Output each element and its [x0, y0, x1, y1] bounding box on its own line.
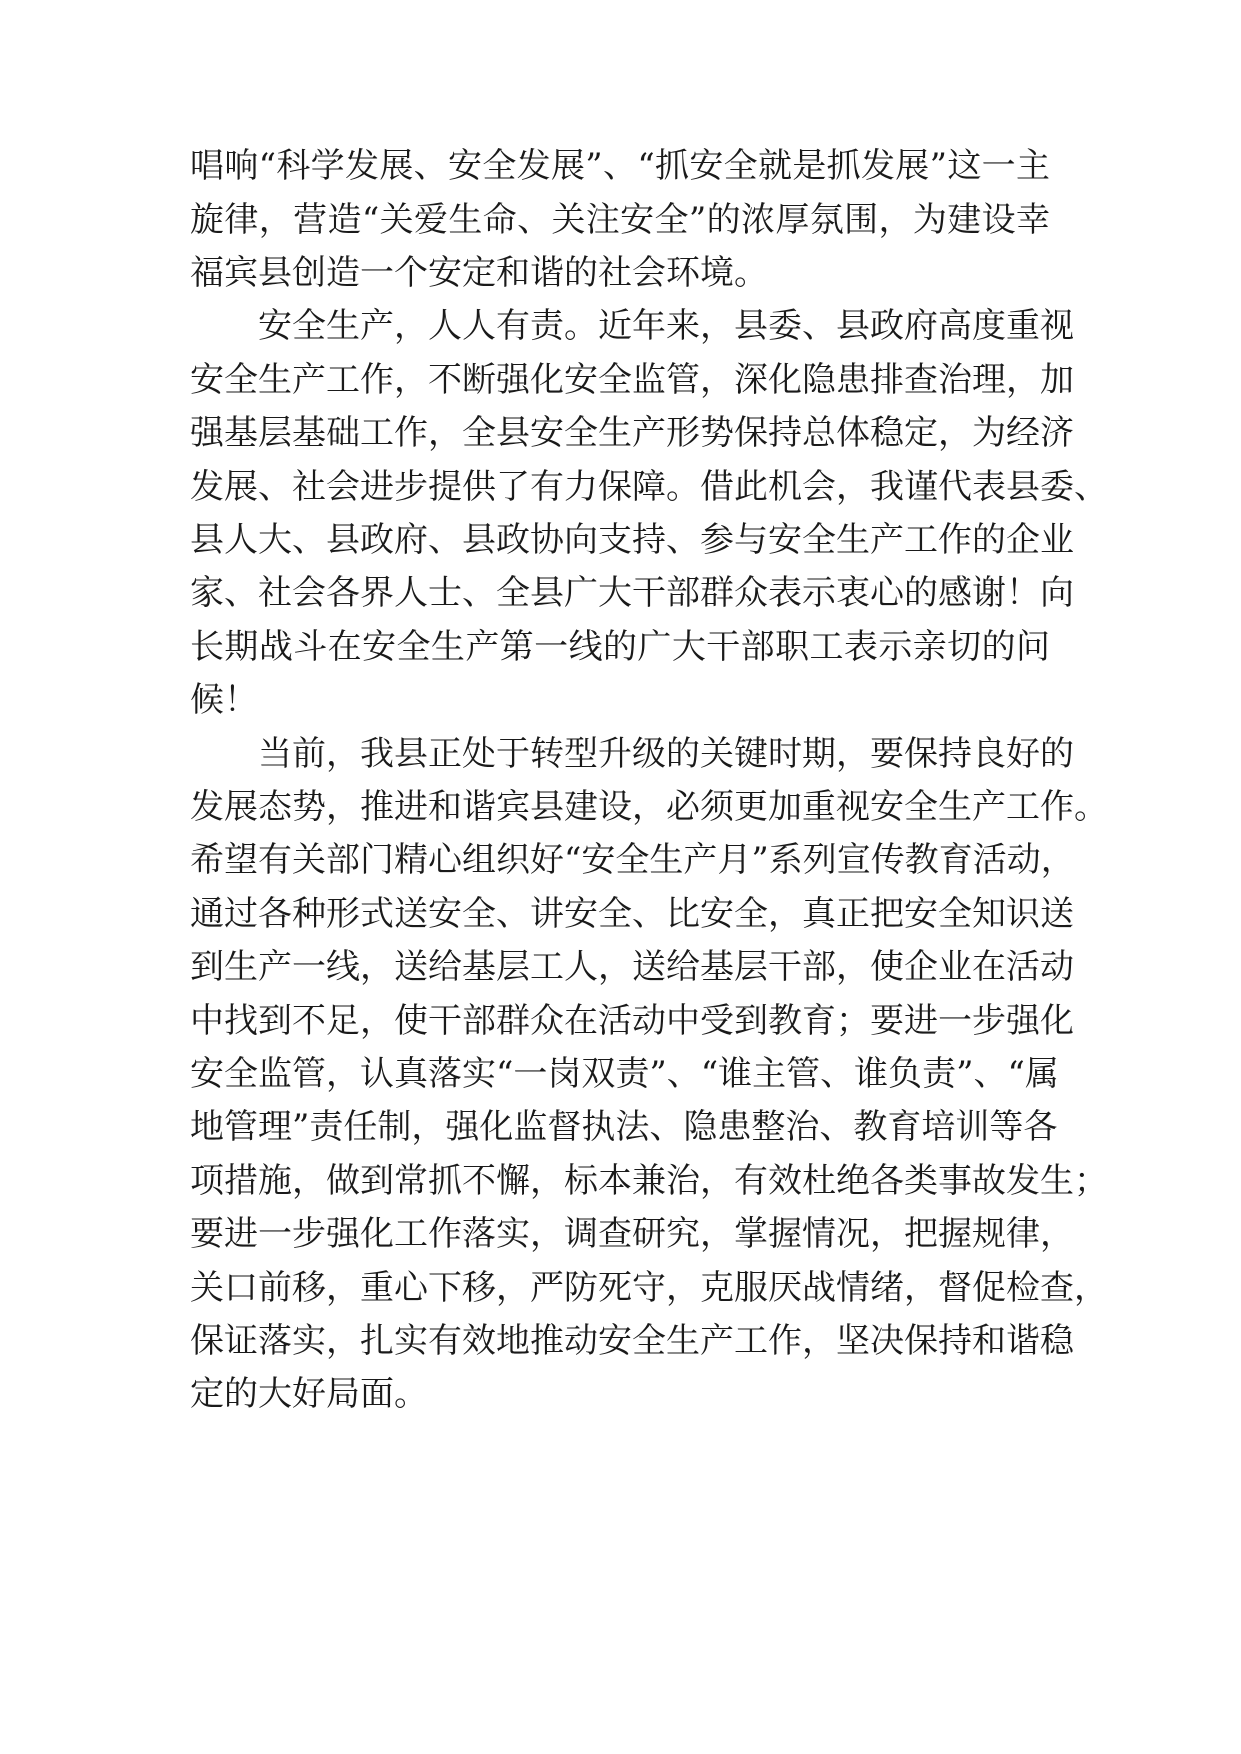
paragraph-first-line: 当前，我县正处于转型升级的关键时期，要保持良好的 — [258, 734, 1074, 774]
text-line: 安全监管，认真落实“一岗双责”、“谁主管、谁负责”、“属 — [190, 1054, 1059, 1094]
text-line: 地管理”责任制，强化监督执法、隐患整治、教育培训等各 — [190, 1107, 1058, 1147]
text-line: 家、社会各界人士、全县广大干部群众表示衷心的感谢！向 — [190, 573, 1074, 613]
text-line: 福宾县创造一个安定和谐的社会环境。 — [190, 253, 768, 293]
text-line: 旋律，营造“关爱生命、关注安全”的浓厚氛围，为建设幸 — [190, 200, 1050, 240]
text-line: 希望有关部门精心组织好“安全生产月”系列宣传教育活动， — [190, 840, 1075, 880]
text-line: 发展态势，推进和谐宾县建设，必须更加重视安全生产工作。 — [190, 787, 1108, 827]
text-line: 发展、社会进步提供了有力保障。借此机会，我谨代表县委、 — [190, 467, 1108, 507]
text-line: 长期战斗在安全生产第一线的广大干部职工表示亲切的问 — [190, 627, 1050, 667]
paragraph-first-line: 安全生产，人人有责。近年来，县委、县政府高度重视 — [258, 306, 1074, 346]
text-line: 唱响“科学发展、安全发展”、“抓安全就是抓发展”这一主 — [190, 146, 1050, 186]
text-line: 县人大、县政府、县政协向支持、参与安全生产工作的企业 — [190, 520, 1074, 560]
text-line: 定的大好局面。 — [190, 1374, 428, 1414]
text-line: 要进一步强化工作落实，调查研究，掌握情况，把握规律， — [190, 1214, 1074, 1254]
text-line: 候！ — [190, 680, 258, 720]
text-line: 中找到不足，使干部群众在活动中受到教育；要进一步强化 — [190, 1001, 1074, 1041]
text-line: 保证落实，扎实有效地推动安全生产工作，坚决保持和谐稳 — [190, 1321, 1074, 1361]
text-line: 到生产一线，送给基层工人，送给基层干部，使企业在活动 — [190, 947, 1074, 987]
text-line: 安全生产工作，不断强化安全监管，深化隐患排查治理，加 — [190, 360, 1074, 400]
text-line: 项措施，做到常抓不懈，标本兼治，有效杜绝各类事故发生； — [190, 1161, 1108, 1201]
text-line: 强基层基础工作，全县安全生产形势保持总体稳定，为经济 — [190, 413, 1074, 453]
text-line: 通过各种形式送安全、讲安全、比安全，真正把安全知识送 — [190, 894, 1074, 934]
text-line: 关口前移，重心下移，严防死守，克服厌战情绪，督促检查， — [190, 1268, 1108, 1308]
